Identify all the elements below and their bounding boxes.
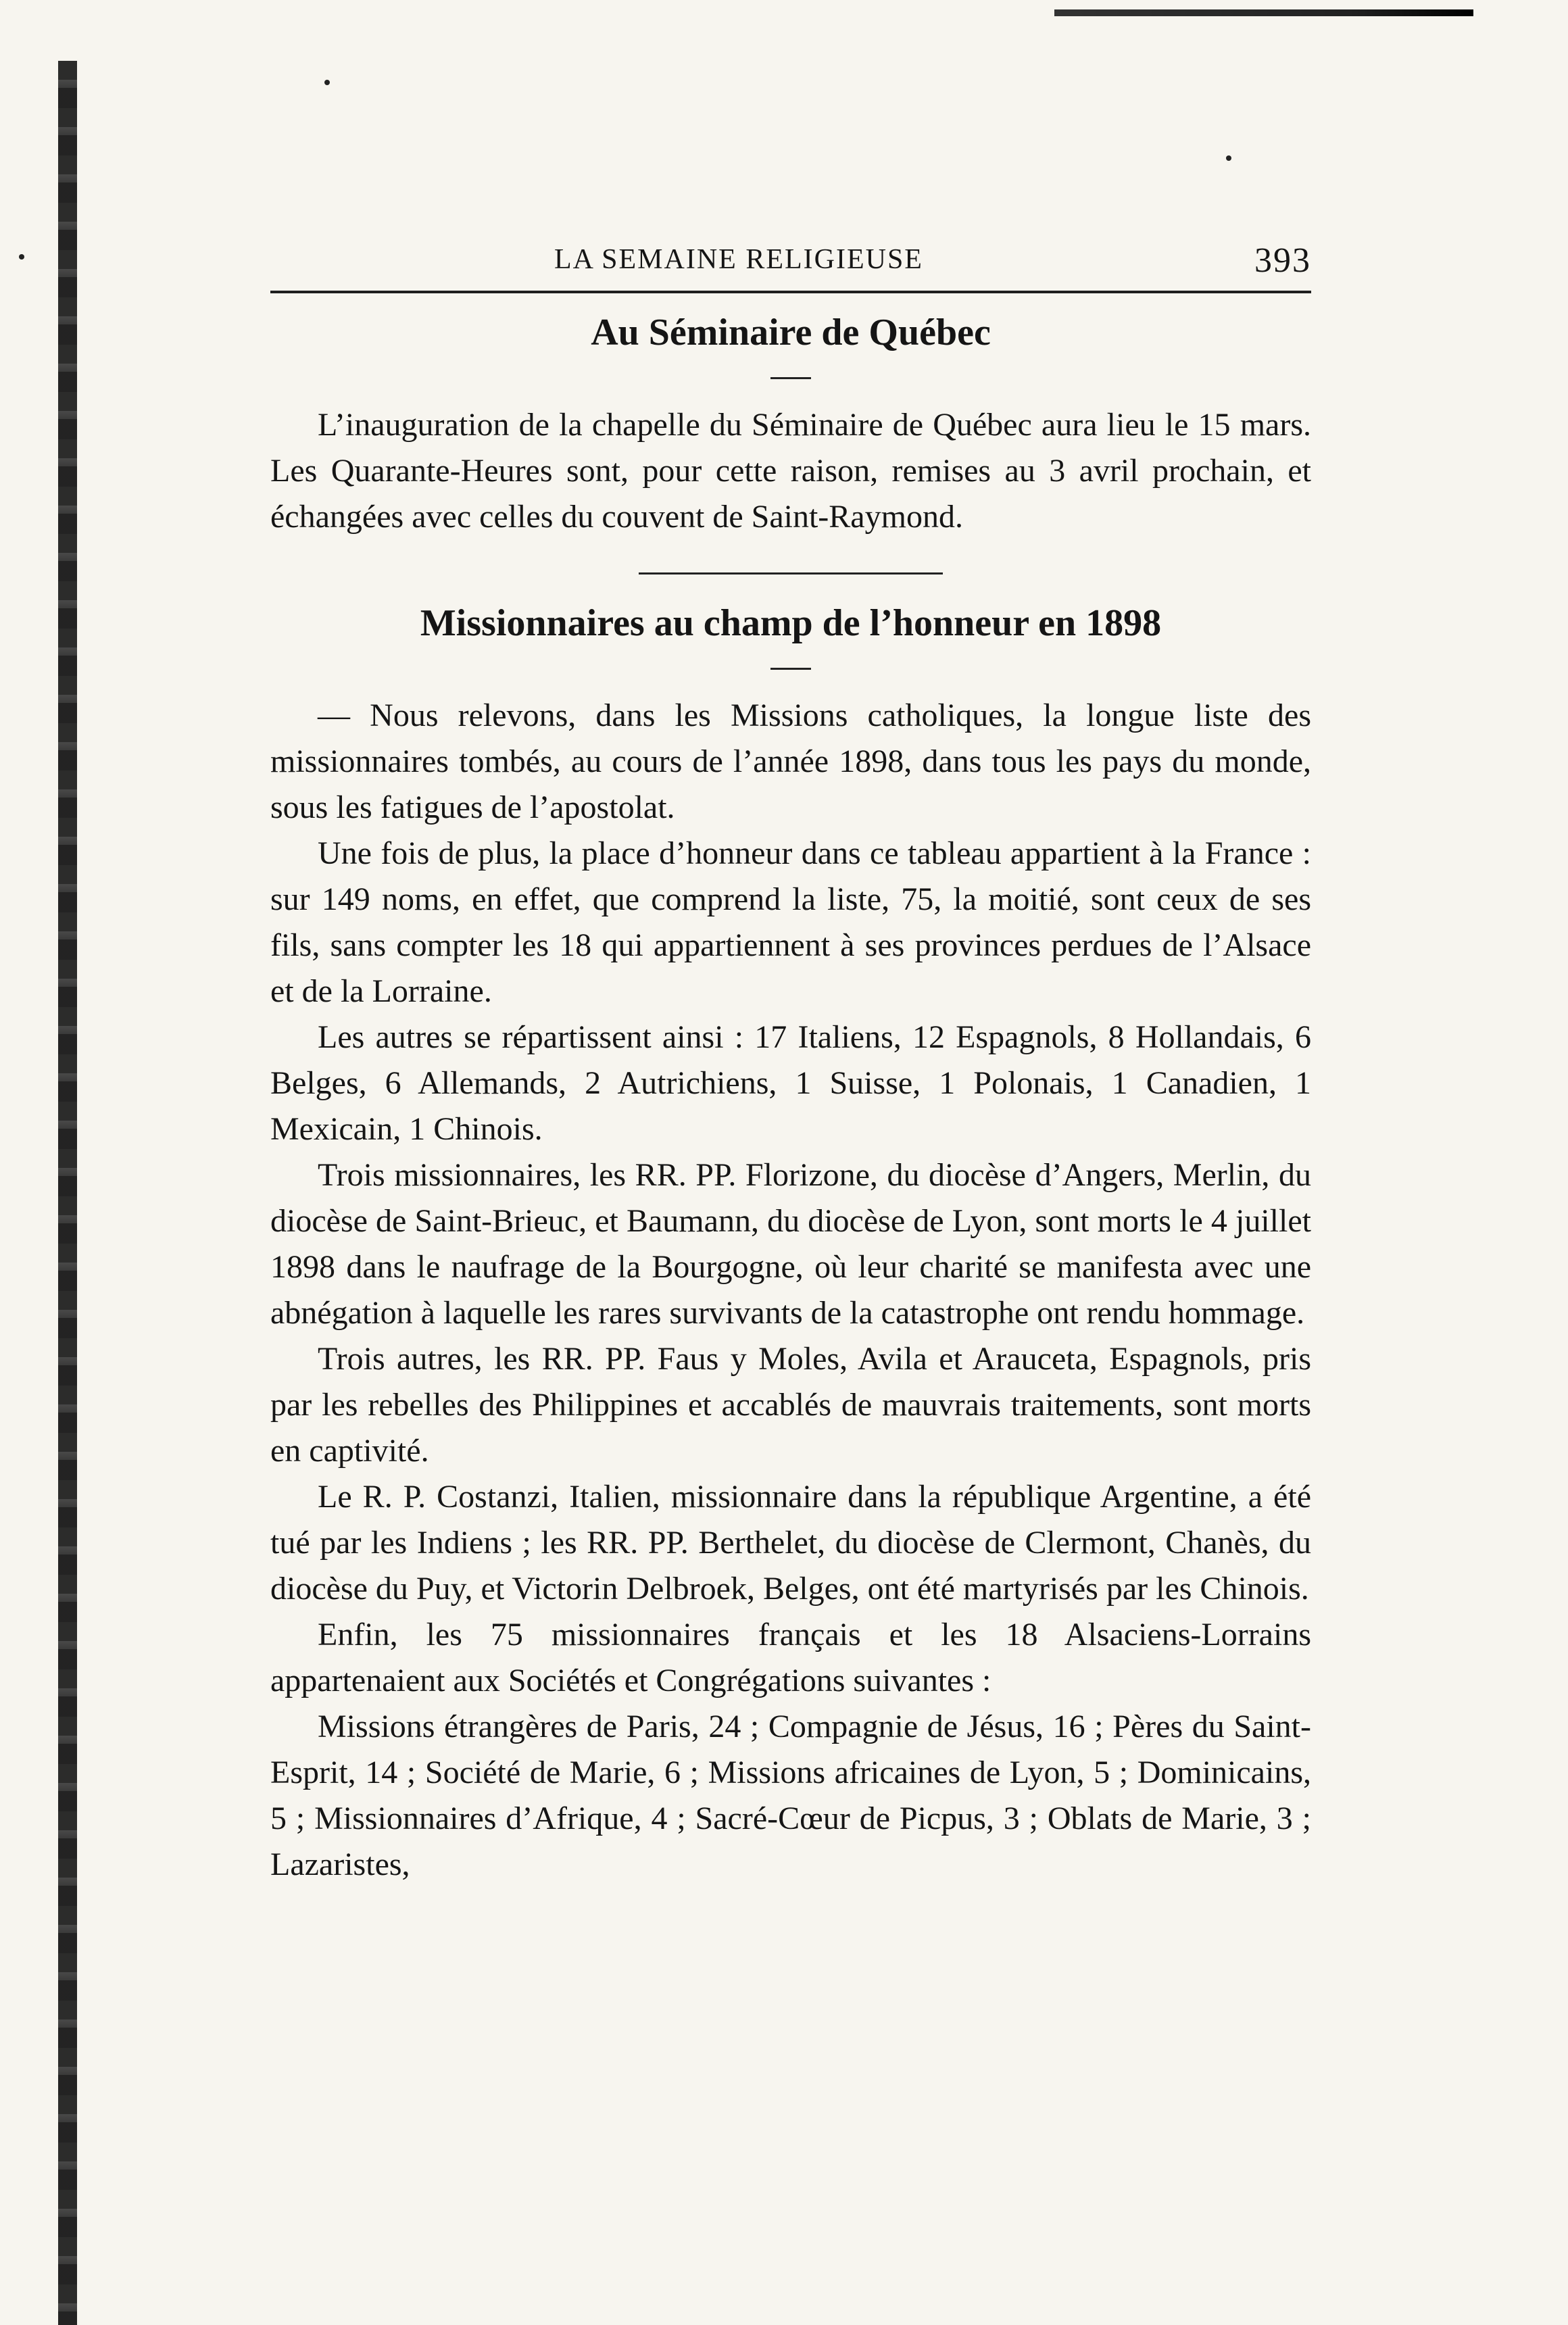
paragraph: Les autres se répartissent ainsi : 17 Italiens, 12 Espagnols, 8 Hollandais, 6 Belges, 6 Allemands, 2 Autrichiens, 1 Suisse, 1 Polonais, 1 Canadien, 1 Mexicain, 1 Chinois. (270, 1019, 1311, 1147)
scan-speck (324, 80, 330, 85)
scan-top-rule (1054, 9, 1473, 16)
paragraph: Une fois de plus, la place d’honneur dans ce tableau appartient à la France : sur 149 noms, en effet, que comprend la liste, 75, la moitié, sont ceux de ses fils, sans compter les 18 qui appartiennent à ses provinces perdues de l’Alsace et de la Lorraine. (270, 835, 1311, 1009)
scanned-page-edge (58, 61, 77, 2325)
scan-speck (19, 254, 24, 260)
paragraph: Le R. P. Costanzi, Italien, missionnaire dans la république Argentine, a été tué par les Indiens ; les RR. PP. Berthelet, du diocèse de Clermont, Chanès, du diocèse du Puy, et Victorin Delbroek, Belges, ont été martyrisés par les Chinois. (270, 1479, 1311, 1607)
title-dash (770, 377, 811, 379)
section-title-seminaire: Au Séminaire de Québec (591, 312, 991, 353)
paragraph: — Nous relevons, dans les Missions catholiques, la longue liste des missionnaires tombés, au cours de l’année 1898, dans tous les pays du monde, sous les fatigues de l’apostolat. (270, 698, 1311, 825)
paragraph: Trois autres, les RR. PP. Faus y Moles, Avila et Arauceta, Espagnols, pris par les rebelles des Philippines et accablés de mauvrais traitements, sont morts en captivité. (270, 1341, 1311, 1469)
paragraph-seminaire: L’inauguration de la chapelle du Séminaire de Québec aura lieu le 15 mars. Les Quarante-Heures sont, pour cette raison, remises au 3 avril prochain, et échangées avec celles du couvent de Saint-Raymond. (270, 407, 1311, 535)
running-title: LA SEMAINE RELIGIEUSE (554, 244, 923, 275)
section-title-missionnaires: Missionnaires au champ de l’honneur en 1898 (420, 602, 1162, 644)
title-dash (770, 668, 811, 670)
section-break-rule (639, 572, 943, 574)
paragraph: Enfin, les 75 missionnaires français et les 18 Alsaciens-Lorrains appartenaient aux Sociétés et Congrégations suivantes : (270, 1617, 1311, 1698)
page-content (270, 243, 1311, 1888)
paragraph: Missions étrangères de Paris, 24 ; Compagnie de Jésus, 16 ; Pères du Saint-Esprit, 14 ; Société de Marie, 6 ; Missions africaines de Lyon, 5 ; Dominicains, 5 ; Missionnaires d’Afrique, 4 ; Sacré-Cœur de Picpus, 3 ; Oblats de Marie, 3 ; Lazaristes, (270, 1709, 1311, 1882)
header-rule (270, 291, 1311, 293)
paragraph: Trois missionnaires, les RR. PP. Florizone, du diocèse d’Angers, Merlin, du diocèse de Saint-Brieuc, et Baumann, du diocèse de Lyon, sont morts le 4 juillet 1898 dans le naufrage de la Bourgogne, où leur charité se manifesta avec une abnégation à laquelle les rares survivants de la catastrophe ont rendu hommage. (270, 1157, 1311, 1331)
running-header (270, 243, 1311, 291)
page-number: 393 (1254, 241, 1311, 280)
scan-speck (1226, 155, 1231, 161)
